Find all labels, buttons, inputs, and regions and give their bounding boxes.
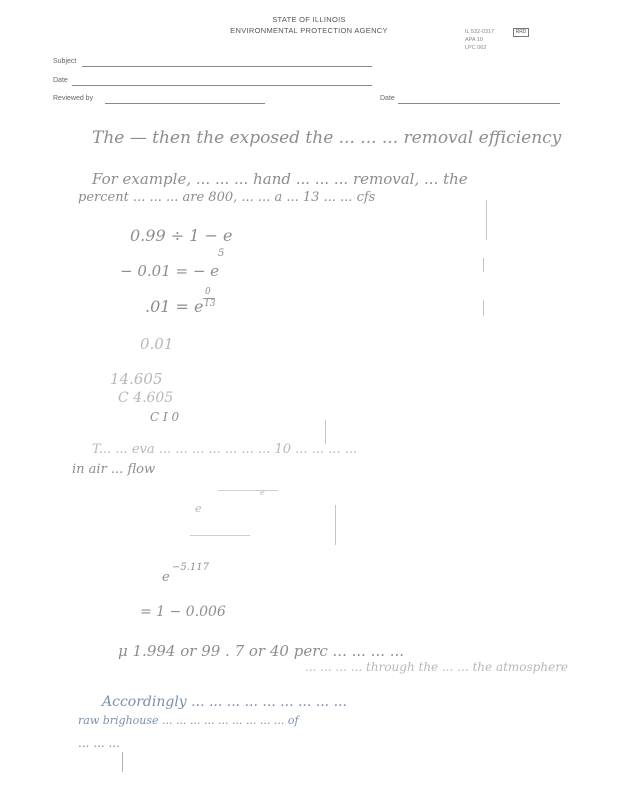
subject-line [82,66,372,67]
subject-label: Subject [53,58,77,65]
exponent: 5 [218,248,225,259]
date-label: Date [53,77,68,84]
agency-heading: ENVIRONMENTAL PROTECTION AGENCY [230,26,388,35]
handwriting-line: T... ... eva ... ... ... ... ... ... ... 10 ... ... ... ... [92,442,358,457]
calc-stroke [190,535,250,536]
doc-id-3: LPC 062 [465,45,487,51]
handwriting-line: μ 1.994 or 99 . 7 or 40 perc ... ... ... ... [118,642,405,660]
state-heading: STATE OF ILLINOIS [272,15,346,24]
reviewed-by-line [105,103,265,104]
rrd-stamp: RRD [513,28,529,37]
exponent: −5.117 [172,562,210,573]
doc-id-2: APA 10 [465,37,483,43]
equation-line: 0.99 ÷ 1 − e [130,226,233,245]
margin-mark [335,505,336,545]
calc-fragment: e [260,488,265,497]
fraction-denominator: 13 [204,299,216,309]
handwriting-line: raw brighouse ... ... ... ... ... ... ... ... ... of [78,714,299,727]
handwriting-line: in air ... flow [72,462,156,477]
margin-mark [486,200,487,240]
equation-line: 0.01 [140,335,174,353]
equation-line: = 1 − 0.006 [140,604,226,620]
date-line [72,85,372,86]
handwriting-line: Accordingly ... ... ... ... ... ... ... ... ... [102,694,347,710]
handwriting-line: ... ... ... [78,736,120,750]
doc-id-1: IL 532-0317 [465,29,495,35]
date2-line [398,103,560,104]
margin-mark [483,300,484,316]
margin-mark [325,420,326,444]
equation-line: C I 0 [150,410,180,424]
reviewed-by-label: Reviewed by [53,95,94,102]
handwriting-line: For example, ... ... ... hand ... ... ... removal, ... the [92,170,468,188]
date2-label: Date [380,95,395,102]
margin-mark [122,752,123,772]
equation-line: − 0.01 = − e [120,262,220,280]
calc-stroke [218,490,278,491]
calc-fragment: e [195,502,202,515]
equation-base: e [162,570,170,585]
fraction-numerator: 0 [205,287,211,297]
equation-line: .01 = e [145,297,204,316]
equation-line: 14.605 [110,370,163,388]
handwriting-line: ... ... ... ... through the ... ... the atmosphere [305,660,569,674]
handwriting-line: The — then the exposed the ... ... ... removal efficiency [92,128,562,148]
margin-mark [483,258,484,272]
equation-line: C 4.605 [118,390,174,406]
handwriting-line: percent ... ... ... are 800, ... ... a ... 13 ... ... cfs [78,190,376,205]
